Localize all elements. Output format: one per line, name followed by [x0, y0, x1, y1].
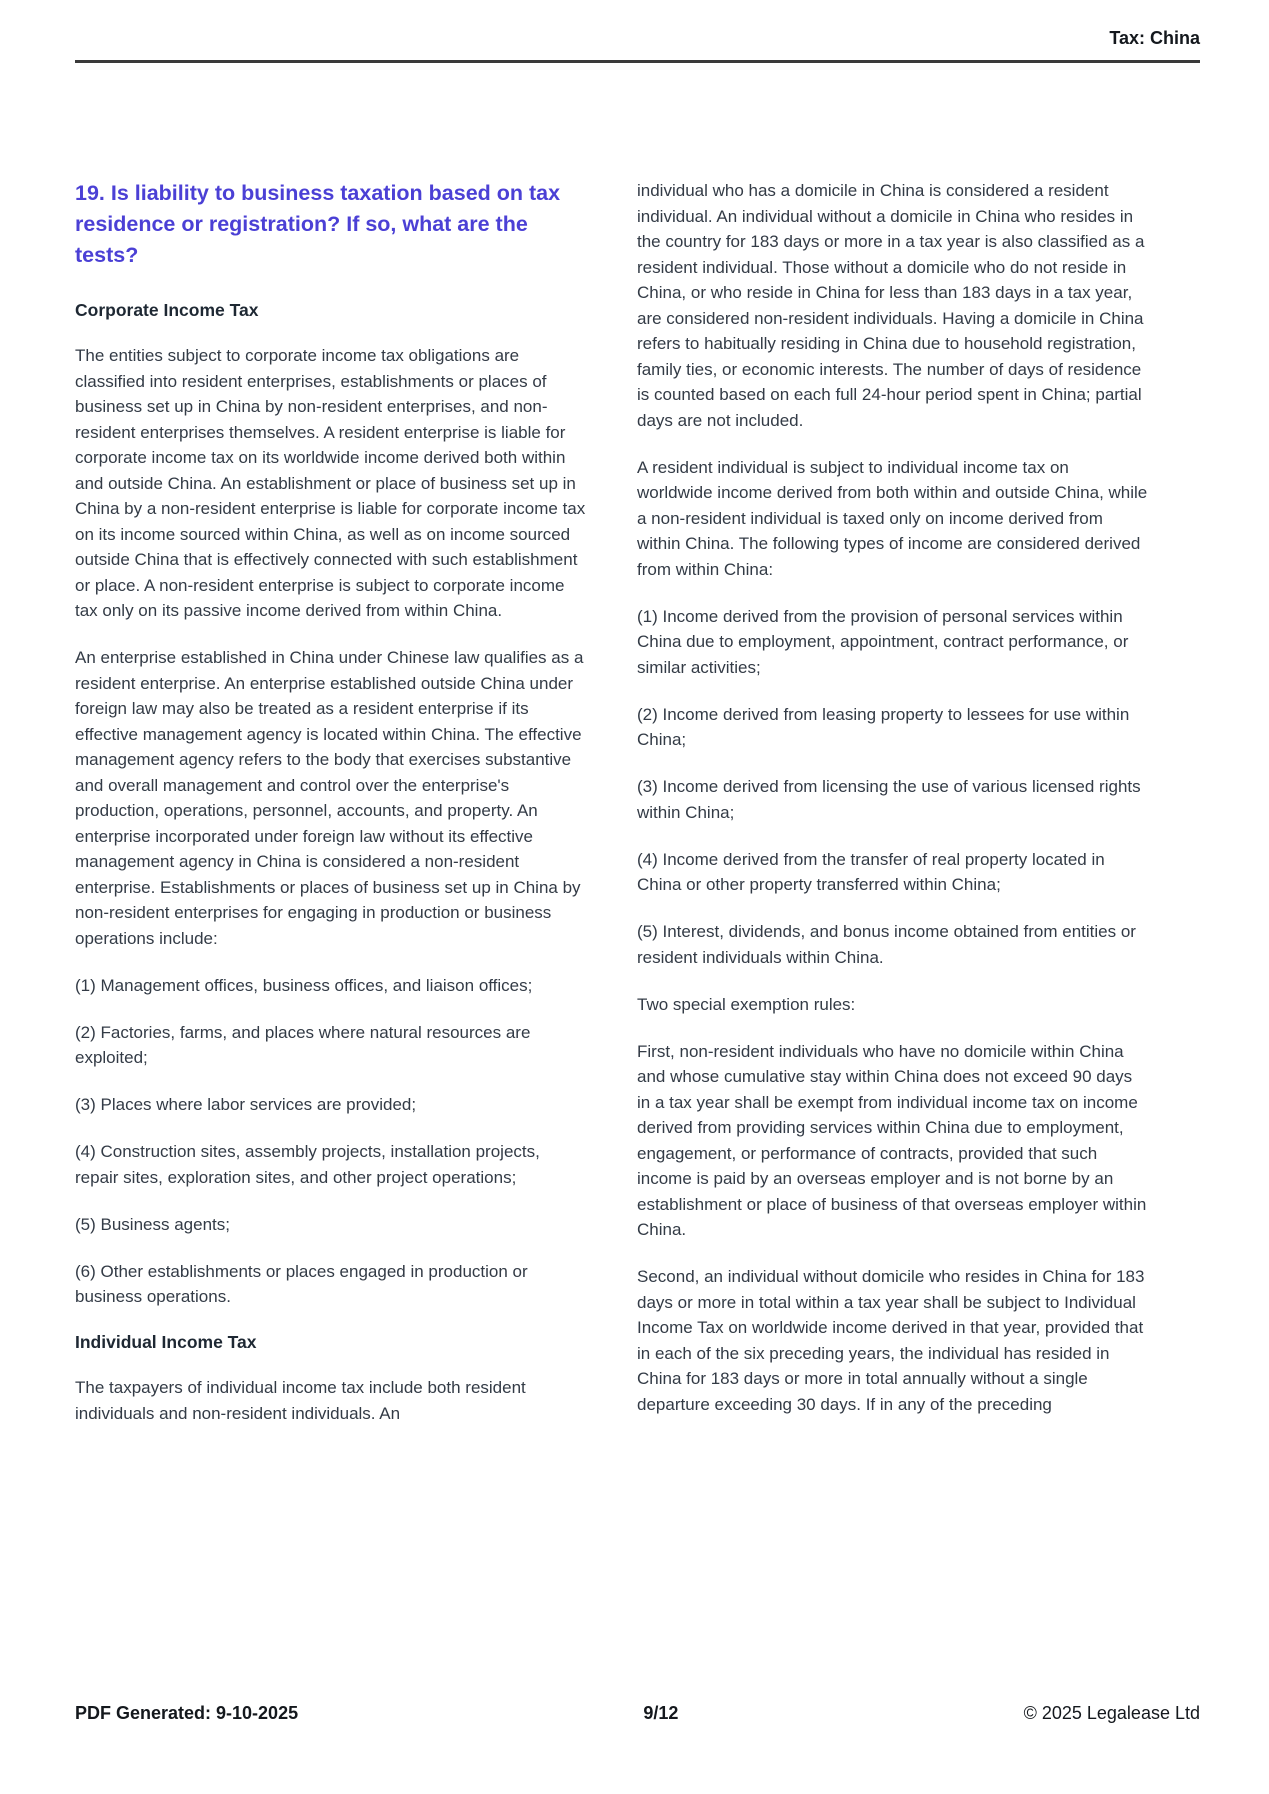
paragraph: individual who has a domicile in China is considered a resident individual. An individual without a domicile in China who resides in the country for 183 days or more in a tax year is also classified as a resident individual. Those without a domicile who do not reside in China, or who reside in China for less than 183 days in a tax year, are considered non-resident individuals. Having a domicile in China refers to habitually residing in China due to household registration, family ties, or economic interests. The number of days of residence is counted based on each full 24-hour period spent in China; partial days are not included.	[637, 181, 1145, 430]
paragraph: Two special exemption rules:	[637, 994, 856, 1014]
numbered-item: (3) Places where labor services are provided;	[75, 1095, 417, 1114]
left-column	[75, 178, 587, 1448]
header-divider	[75, 60, 1200, 63]
numbered-item: (1) Management offices, business offices, and liaison offices;	[75, 975, 533, 995]
paragraph: Second, an individual without domicile who resides in China for 183 days or more in total within a tax year shall be subject to Individual Income Tax on worldwide income derived in that year, provided that in each of the six preceding years, the individual has resided in China for 183 days or more in total annually without a single departure exceeding 30 days. If in any of the preceding	[637, 1267, 1145, 1414]
numbered-item: (5) Business agents;	[75, 1214, 230, 1234]
numbered-item: (5) Interest, dividends, and bonus income obtained from entities or resident individuals within China.	[637, 922, 1136, 967]
footer-copyright: © 2025 Legalease Ltd	[1023, 1703, 1200, 1723]
paragraph: First, non-resident individuals who have no domicile within China and whose cumulative stay within China does not exceed 90 days in a tax year shall be exempt from individual income tax on income derived from providing services within China due to employment, engagement, or performance of contracts, provided that such income is paid by an overseas employer and is not borne by an establishment or place of business of that overseas employer within China.	[637, 1041, 1147, 1239]
numbered-item: (6) Other establishments or places engaged in production or business operations.	[75, 1261, 528, 1306]
paragraph: The entities subject to corporate income tax obligations are classified into resident enterprises, establishments or places of business set up in China by non-resident enterprises, and non-resident enterprises themselves. A resident enterprise is liable for corporate income tax on its worldwide income derived both within and outside China. An establishment or place of business set up in China by a non-resident enterprise is liable for corporate income tax on its income sourced within China, as well as on income sourced outside China that is effectively connected with such establishment or place. A non-resident enterprise is subject to corporate income tax only on its passive income derived from within China.	[75, 346, 586, 620]
numbered-item: (4) Income derived from the transfer of real property located in China or other property transferred within China;	[637, 849, 1105, 894]
paragraph: A resident individual is subject to individual income tax on worldwide income derived from both within and outside China, while a non-resident individual is taxed only on income derived from within China. The following types of income are considered derived from within China:	[637, 457, 1148, 579]
numbered-item: (3) Income derived from licensing the use of various licensed rights within China;	[637, 777, 1141, 822]
footer-page-number: 9/12	[643, 1703, 679, 1723]
numbered-item: (4) Construction sites, assembly projects, installation projects, repair sites, exploration sites, and other project operations;	[75, 1142, 540, 1187]
numbered-item: (2) Factories, farms, and places where natural resources are exploited;	[75, 1022, 531, 1067]
subheading-individual-income-tax: Individual Income Tax	[75, 1332, 257, 1352]
footer-generated-date: PDF Generated: 9-10-2025	[75, 1703, 299, 1723]
document-title: Tax: China	[1109, 28, 1200, 48]
numbered-item: (1) Income derived from the provision of personal services within China due to employment, appointment, contract performance, or similar activities;	[637, 606, 1129, 677]
numbered-item: (2) Income derived from leasing property to lessees for use within China;	[637, 704, 1130, 749]
paragraph: An enterprise established in China under Chinese law qualifies as a resident enterprise. An enterprise established outside China under foreign law may also be treated as a resident enterprise if its effective management agency is located within China. The effective management agency refers to the body that exercises substantive and overall management and control over the enterprise's production, operations, personnel, accounts, and property. An enterprise incorporated under foreign law without its effective management agency in China is considered a non-resident enterprise. Establishments or places of business set up in China by non-resident enterprises for engaging in production or business operations include:	[75, 648, 584, 948]
question-heading: 19. Is liability to business taxation based on tax residence or registration? If so, what are the tests?	[75, 181, 561, 267]
subheading-corporate-income-tax: Corporate Income Tax	[75, 300, 259, 320]
right-column	[637, 178, 1149, 1439]
page-footer	[75, 1703, 1200, 1724]
paragraph: The taxpayers of individual income tax include both resident individuals and non-resident individuals. An	[75, 1378, 526, 1423]
